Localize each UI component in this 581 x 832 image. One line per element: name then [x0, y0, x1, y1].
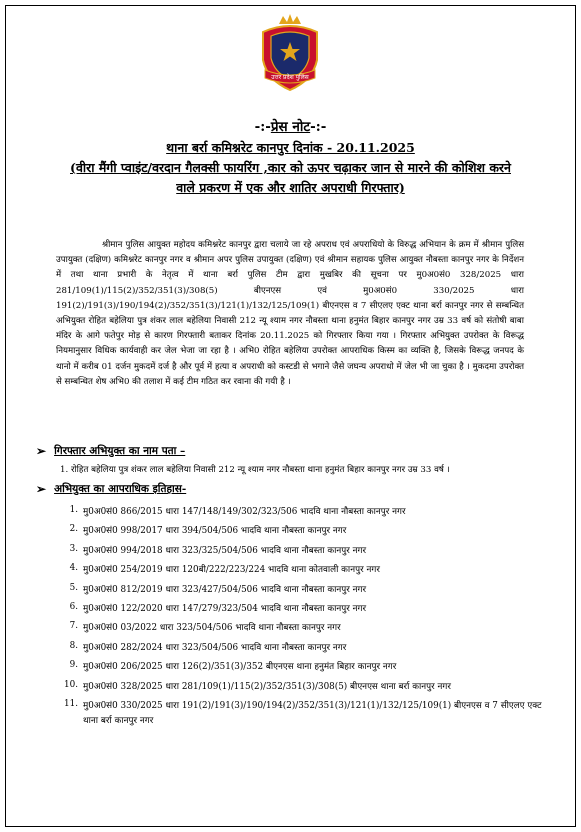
history-item-text: मु0अ0सं0 998/2017 धारा 394/504/506 भादवि थाना नौबस्ता कानपुर नगर — [83, 526, 347, 537]
history-item — [56, 641, 546, 660]
history-item — [56, 524, 546, 543]
history-item — [56, 583, 546, 602]
history-item-number: 3. — [69, 543, 78, 554]
press-note-headline: (वीरा मैंगी प्वाइंट/वरदान गैलक्सी फायरिंग ,कार को ऊपर चढ़ाकर जान से मारने की कोशिश करने वाले प्रकरण में एक और शातिर अपराधी गिरफ्तार) — [70, 160, 511, 195]
press-note-subtitle: थाना बर्रा कमिश्नरेट कानपुर दिनांक - 20.11.2025 — [166, 140, 415, 155]
emblem-crown — [279, 14, 301, 24]
history-item-text: मु0अ0सं0 03/2022 धारा 323/504/506 भादवि थाना नौबस्ता कानपुर नगर — [83, 623, 341, 634]
press-note-prefix: -:- — [254, 119, 271, 135]
history-heading-text: अभियुक्त का आपराधिक इतिहास- — [54, 483, 187, 495]
arrested-item-text: रोहित बहेलिया पुत्र शंकर लाल बहेलिया निवासी 212 न्यू श्याम नगर नौबस्ता थाना हनुमंत बिहार कानपुर नगर उम्र 33 वर्ष । — [70, 465, 450, 475]
arrow-bullet-icon: ➢ — [36, 444, 47, 458]
arrested-heading-text: गिरफ्तार अभियुक्त का नाम पता – — [54, 445, 186, 457]
press-note-label: प्रेस नोट — [270, 119, 311, 135]
headline-block — [60, 138, 521, 198]
history-item-number: 1. — [69, 505, 78, 515]
history-item-text: मु0अ0सं0 330/2025 धारा 191(2)/191(3)/190/194(2)/352/351(3)/121(1)/132/125/109(1) बीएनएस व 7 सीएलए एक्ट थाना बर्रा कानपुर नगर — [83, 700, 542, 726]
history-item — [56, 699, 546, 735]
history-item — [56, 602, 546, 621]
history-item-number: 4. — [69, 563, 78, 574]
arrow-bullet-icon: ➢ — [36, 482, 47, 496]
history-item-number: 11. — [64, 698, 78, 709]
up-police-emblem — [257, 14, 323, 94]
press-note-suffix: -:- — [310, 119, 327, 135]
body-paragraph: श्रीमान पुलिस आयुक्त महोदय कमिश्नरेट कानपुर द्वारा चलाये जा रहे अपराध एवं अपराधियो के विरुद्ध अभियान के क्रम में श्रीमान पुलिस उपायुक्त (दक्षिण) कमिश्नरेट कानपुर नगर व श्रीमान अपर पुलिस उपायुक्त (दक्षिण) एवं श्रीमान सहायक पुलिस आयुक्त नौबस्ता कानपुर नगर के निर्देशन में तथा थाना प्रभारी के नेतृत्व में थाना बर्रा पुलिस टीम द्वारा मुखबिर की सूचना पर मु0अ0सं0 328/2025 धारा 281/109(1)/115(2)/352/351(3)/308(5) बीएनएस एवं मु0अ0सं0 330/2025 धारा 191(2)/191(3)/190/194(2)/352/351(3)/121(1)/132/125/109(1) बीएनएस व 7 सीएलए एक्ट थाना बर्रा कानपुर नगर से सम्बन्धित अभियुक्त रोहित बहेलिया पुत्र शंकर लाल बहेलिया निवासी 212 न्यू श्याम नगर नौबस्ता थाना हनुमंत बिहार कानपुर नगर उम्र 33 वर्ष को संतोषी बाबा मंदिर के आगे फतेपुर मोड़ से कारण गिरफ्तारी बताकर दिनांक 20.11.2025 को गिरफ्तार किया गया । गिरफ्तार अभियुक्त उपरोक्त के विरूद्ध नियमानुसार विधिक कार्यवाही कर जेल भेजा जा रहा है । अभि0 रोहित बहेलिया उपरोक्त आपराधिक किस्म का व्यक्ति है, जिसके विरूद्ध जनपद के थानो में करीब 01 दर्जन मुकदमें दर्ज है और पूर्व में हत्या व अपराधी को कस्टडी से भगाने जैसे जघन्य अपराधो में जेल भी जा चुका है । मुकदमा उपरोक्त से सम्बन्धित शेष अभि0 की तलाश में कई टीम गठित कर रवाना की गयी है । — [56, 240, 524, 387]
history-item-text: मु0अ0सं0 866/2015 धारा 147/148/149/302/323/506 भादवि थाना नौबस्ता कानपुर नगर — [83, 507, 406, 517]
history-item-text: मु0अ0सं0 282/2024 धारा 323/504/506 भादवि थाना नौबस्ता कानपुर नगर — [83, 642, 347, 653]
history-item-text: मु0अ0सं0 206/2025 धारा 126(2)/351(3)/352 बीएनएस थाना हनुमंत बिहार कानपुर नगर — [83, 662, 397, 673]
history-item-number: 7. — [69, 621, 78, 632]
history-item — [56, 505, 546, 524]
history-item-number: 2. — [69, 524, 78, 535]
history-item-number: 9. — [69, 660, 78, 671]
history-item-text: मु0अ0सं0 994/2018 धारा 323/325/504/506 भादवि थाना नौबस्ता कानपुर नगर — [83, 545, 367, 556]
history-item — [56, 544, 546, 563]
arrested-list-item — [60, 463, 540, 475]
history-item-text: मु0अ0सं0 812/2019 धारा 323/427/504/506 भादवि थाना नौबस्ता कानपुर नगर — [83, 584, 367, 595]
history-item — [56, 563, 546, 582]
history-item-text: मु0अ0सं0 254/2019 धारा 120बी/222/223/224 भादवि थाना कोतवाली कानपुर नगर — [83, 565, 380, 576]
press-note-title — [0, 117, 581, 135]
history-item — [56, 680, 546, 699]
history-item-text: मु0अ0सं0 122/2020 धारा 147/279/323/504 भादवि थाना नौबस्ता कानपुर नगर — [83, 603, 367, 614]
arrested-section-heading — [36, 444, 185, 458]
arrested-item-number: 1. — [60, 465, 69, 475]
history-item — [56, 660, 546, 679]
history-item-number: 10. — [64, 679, 78, 690]
history-item-text: मु0अ0सं0 328/2025 धारा 281/109(1)/115(2)/352/351(3)/308(5) बीएनएस थाना बर्रा कानपुर नगर — [83, 681, 451, 692]
history-item-number: 8. — [69, 640, 78, 651]
history-item — [56, 621, 546, 640]
criminal-history-list — [56, 505, 546, 735]
history-section-heading — [36, 482, 186, 496]
emblem-ribbon-text: उत्तर प्रदेश पुलिस — [271, 74, 309, 81]
history-item-number: 5. — [69, 582, 78, 593]
history-item-number: 6. — [69, 601, 78, 612]
